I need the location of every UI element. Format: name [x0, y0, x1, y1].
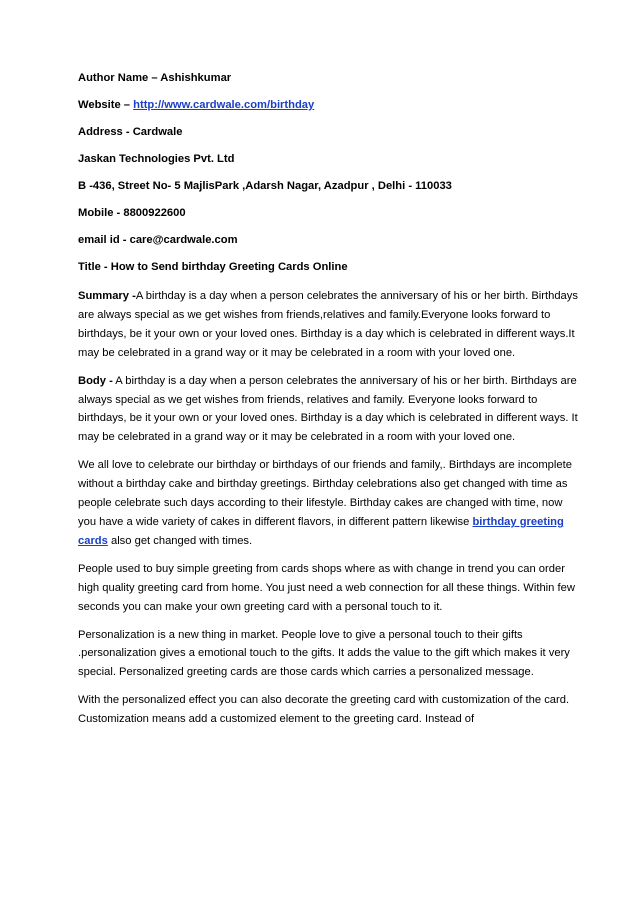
website-line	[78, 98, 582, 113]
summary-label: Summary -	[78, 290, 136, 302]
cakes-text-before: We all love to celebrate our birthday or birthdays of our friends and family,. Birthdays are incomplete without a birthday cake and birthday greetings. Birthday celebrations also get changed with time as people celebrate such days according to their lifestyle. Birthday cakes are changed with time, now you have a wide variety of cakes in different flavors, in different pattern likewise	[78, 459, 572, 528]
company-line: Jaskan Technologies Pvt. Ltd	[78, 153, 235, 165]
birthday-greeting-cards-link[interactable]: birthday greeting cards	[78, 515, 564, 547]
summary-paragraph	[78, 287, 582, 363]
title-line: Title - How to Send birthday Greeting Cards Online	[78, 261, 348, 273]
cakes-paragraph	[78, 456, 582, 551]
email-line: email id - care@cardwale.com	[78, 234, 238, 246]
website-prefix: Website –	[78, 99, 134, 111]
shops-paragraph: People used to buy simple greeting from cards shops where as with change in trend you can order high quality greeting card from home. You just need a web connection for all these things. Within few seconds you can make your own greeting card with a personal touch to it.	[78, 562, 575, 613]
customization-paragraph: With the personalized effect you can also decorate the greeting card with customization of the card. Customization means add a customized element to the greeting card. Instead of	[78, 694, 570, 726]
body-text: A birthday is a day when a person celebrates the anniversary of his or her birth. Birthdays are always special as we get wishes from friends, relatives and family. Everyone looks forward to birthdays, be it your own or your loved ones. Birthday is a day which is celebrated in different ways. It may be celebrated in a grand way or it may be celebrated in a room with your loved one.	[78, 374, 578, 444]
street-line: B -436, Street No- 5 MajlisPark ,Adarsh Nagar, Azadpur , Delhi - 110033	[78, 180, 452, 192]
summary-text: A birthday is a day when a person celebrates the anniversary of his or her birth. Birthdays are always special as we get wishes from friends,relatives and family.Everyone looks forward to birthdays, be it your own or your loved ones. Birthday is a day which is celebrated in different ways.It may be celebrated in a grand way or it may be celebrated in a room with your loved one.	[78, 290, 578, 359]
personalization-paragraph: Personalization is a new thing in market. People love to give a personal touch to their gifts .personalization gives a emotional touch to the gifts. It adds the value to the gift which makes it very special. Personalized greeting cards are those cards which carries a personalized message.	[78, 628, 570, 679]
website-link[interactable]: http://www.cardwale.com/birthday	[133, 99, 315, 111]
cakes-text-after: also get changed with times.	[107, 534, 253, 547]
body-label: Body -	[78, 374, 113, 387]
body-paragraph	[78, 372, 582, 448]
mobile-line: Mobile - 8800922600	[78, 207, 186, 219]
author-line: Author Name – Ashishkumar	[78, 72, 232, 84]
address-line: Address - Cardwale	[78, 126, 183, 138]
